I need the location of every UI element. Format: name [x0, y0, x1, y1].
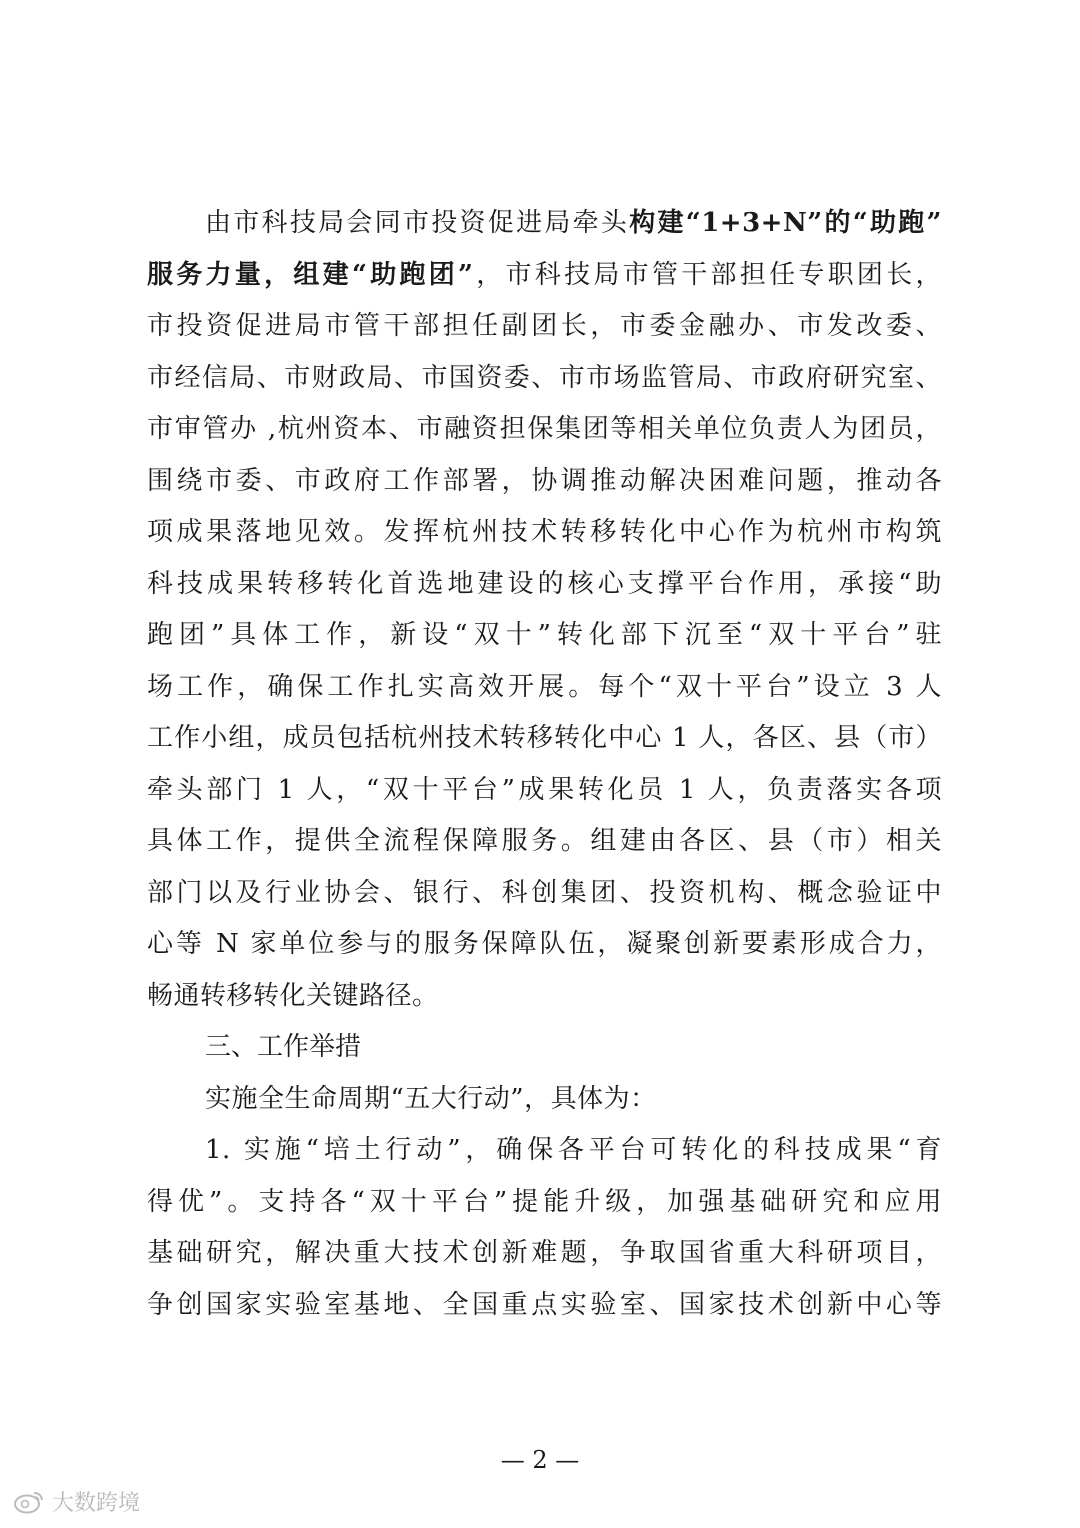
watermark	[12, 1486, 140, 1517]
page-number: — 2 —	[500, 1446, 580, 1474]
text-line: 心等 N 家单位参与的服务保障队伍，凝聚创新要素形成合力，	[147, 929, 942, 959]
text-line	[147, 198, 942, 250]
text-line: 科技成果转移转化首选地建设的核心支撑平台作用，承接“助	[147, 568, 942, 599]
section-heading: 三、工作举措	[205, 1032, 362, 1062]
text-line: 基础研究，解决重大技术创新难题，争取国省重大科研项目，	[147, 1238, 942, 1268]
text-line: 项成果落地见效。发挥杭州技术转移转化中心作为杭州市构筑	[147, 517, 942, 547]
text-line: 围绕市委、市政府工作部署，协调推动解决困难问题，推动各	[147, 465, 942, 496]
text-line: 实施全生命周期“五大行动”，具体为：	[205, 1083, 657, 1114]
watermark-text: 大数跨境	[52, 1491, 141, 1516]
text-line: 跑团”具体工作，新设“双十”转化部下沉至“双十平台”驻	[147, 620, 942, 650]
weibo-logo-icon	[12, 1489, 46, 1515]
text-line: 市审管办 ,杭州资本、市融资担保集团等相关单位负责人为团员，	[147, 414, 942, 444]
text-line: 1. 实施“培土行动”，确保各平台可转化的科技成果“育	[205, 1135, 942, 1165]
bold-text-run: 构建“1+3+N”的“助跑”	[629, 208, 942, 238]
text-line: 牵头部门 1 人，“双十平台”成果转化员 1 人，负责落实各项	[147, 774, 942, 805]
paragraph-action-1	[147, 1125, 942, 1331]
text-line: 畅通转移转化关键路径。	[147, 980, 439, 1011]
paragraph-organization	[147, 198, 942, 1022]
text-line: 部门以及行业协会、银行、科创集团、投资机构、概念验证中	[147, 877, 942, 908]
paragraph-intro	[147, 1074, 942, 1126]
text-line: 工作小组，成员包括杭州技术转移转化中心 1 人，各区、县（市）	[147, 723, 942, 753]
text-run: 由市科技局会同市投资促进局牵头	[205, 208, 630, 238]
text-run: ，市科技局市管干部担任专职团长，	[473, 259, 942, 290]
bold-text-run: 服务力量，组建“助跑团”	[147, 259, 474, 290]
text-line	[147, 250, 942, 302]
text-line: 市经信局、市财政局、市国资委、市市场监管局、市政府研究室、	[147, 362, 942, 393]
text-line: 场工作，确保工作扎实高效开展。每个“双十平台”设立 3 人	[147, 671, 942, 702]
text-line: 具体工作，提供全流程保障服务。组建由各区、县（市）相关	[147, 826, 942, 856]
text-line: 得优”。支持各“双十平台”提能升级，加强基础研究和应用	[147, 1186, 942, 1217]
text-line: 市投资促进局市管干部担任副团长，市委金融办、市发改委、	[147, 311, 942, 341]
document-body	[147, 198, 942, 1331]
text-line: 争创国家实验室基地、全国重点实验室、国家技术创新中心等	[147, 1289, 942, 1320]
